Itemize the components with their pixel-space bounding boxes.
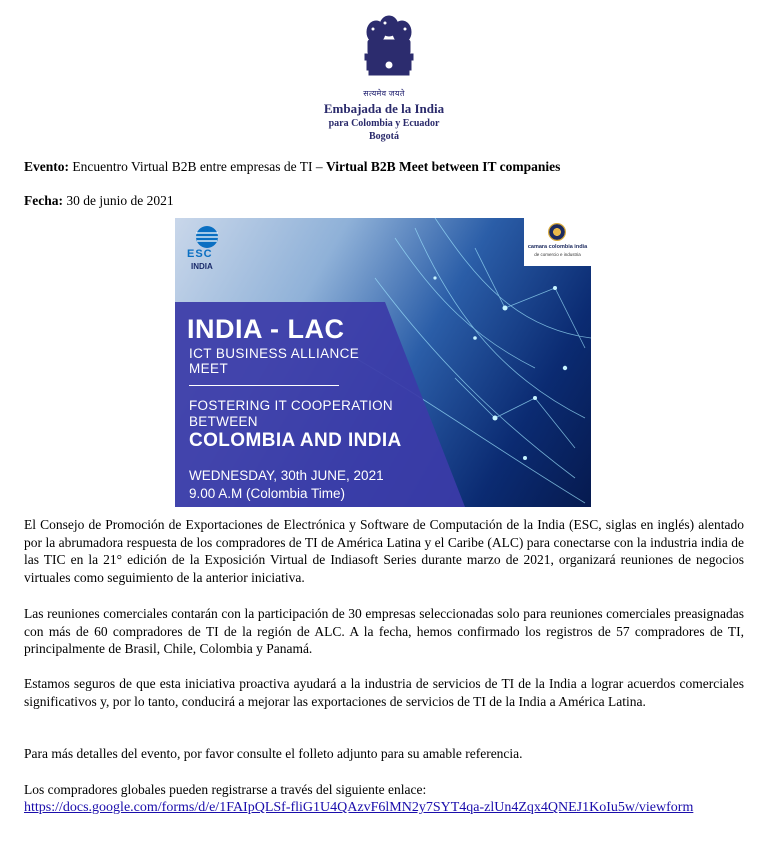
national-emblem-icon xyxy=(359,10,419,88)
paragraph-2: Las reuniones comerciales contarán con la participación de 30 empresas seleccionadas solo para reuniones comerciales preasignadas con más de 60 compradores de TI de la región de ALC. A la fecha, hemos confirmado los registros de 57 compradores de TI, principalmente de Brasil, Chile, Colombia y Panamá. xyxy=(24,606,744,656)
embassy-name: Embajada de la India xyxy=(323,101,445,116)
event-text-en: Virtual B2B Meet between IT companies xyxy=(326,159,561,174)
date-line xyxy=(24,192,744,210)
banner-subtitle-1: ICT BUSINESS ALLIANCE xyxy=(189,346,360,361)
esc-logo-sub: INDIA xyxy=(191,262,213,271)
event-text-es: Encuentro Virtual B2B entre empresas de TI – xyxy=(72,159,326,174)
paragraph-1: El Consejo de Promoción de Exportaciones de Electrónica y Software de Computación de la India (ESC, siglas en inglés) alentado por la abrumadora respuesta de los compradores de TI de América Latina y el Caribe (ALC) para conectarse con la industria india de las TIC en la 21° edición de la Exposición Virtual de Indiasoft Series durante marzo de 2021, organizará reuniones de negocios virtuales como seguimiento de la anterior iniciativa. xyxy=(24,517,744,585)
chamber-name: camara colombia india xyxy=(527,244,588,250)
banner-date: WEDNESDAY, 30th JUNE, 2021 xyxy=(189,468,384,483)
banner-divider xyxy=(189,385,339,386)
event-label: Evento: xyxy=(24,159,69,174)
emblem-motto: सत्यमेव जयते xyxy=(363,89,405,98)
banner-fostering-2: BETWEEN xyxy=(189,414,258,429)
esc-logo-text: ESC xyxy=(187,248,213,260)
letterhead xyxy=(24,0,744,150)
date-label: Fecha: xyxy=(24,193,63,208)
date-value: 30 de junio de 2021 xyxy=(66,193,174,208)
banner-countries: COLOMBIA AND INDIA xyxy=(189,430,402,451)
banner-fostering-1: FOSTERING IT COOPERATION xyxy=(189,398,393,413)
embassy-city: Bogotá xyxy=(369,131,399,142)
paragraph-4: Para más detalles del evento, por favor consulte el folleto adjunto para su amable referencia. xyxy=(24,746,523,761)
banner-text-panel xyxy=(175,218,591,507)
chamber-sub: de comercio e industria xyxy=(534,252,581,257)
paragraph-5: Los compradores globales pueden registrarse a través del siguiente enlace: xyxy=(24,782,427,797)
embassy-jurisdiction: para Colombia y Ecuador xyxy=(328,118,440,129)
paragraph-3: Estamos seguros de que esta iniciativa proactiva ayudará a la industria de servicios de TI de la India a lograr acuerdos comerciales significativos y, por lo tanto, conducirá a mejorar las exportaciones de servicios de TI de la India a América Latina. xyxy=(24,676,744,709)
banner-subtitle-2: MEET xyxy=(189,361,229,376)
event-line xyxy=(24,158,744,176)
event-banner-image xyxy=(175,218,591,507)
banner-title: INDIA - LAC xyxy=(187,314,345,344)
registration-link[interactable]: https://docs.google.com/forms/d/e/1FAIpQLSf-fliG1U4QAzvF6lMN2y7SYT4qa-zlUn4Zqx4QNEJ1KoIu5w/viewform xyxy=(24,800,694,815)
banner-time: 9.00 A.M (Colombia Time) xyxy=(189,486,346,501)
